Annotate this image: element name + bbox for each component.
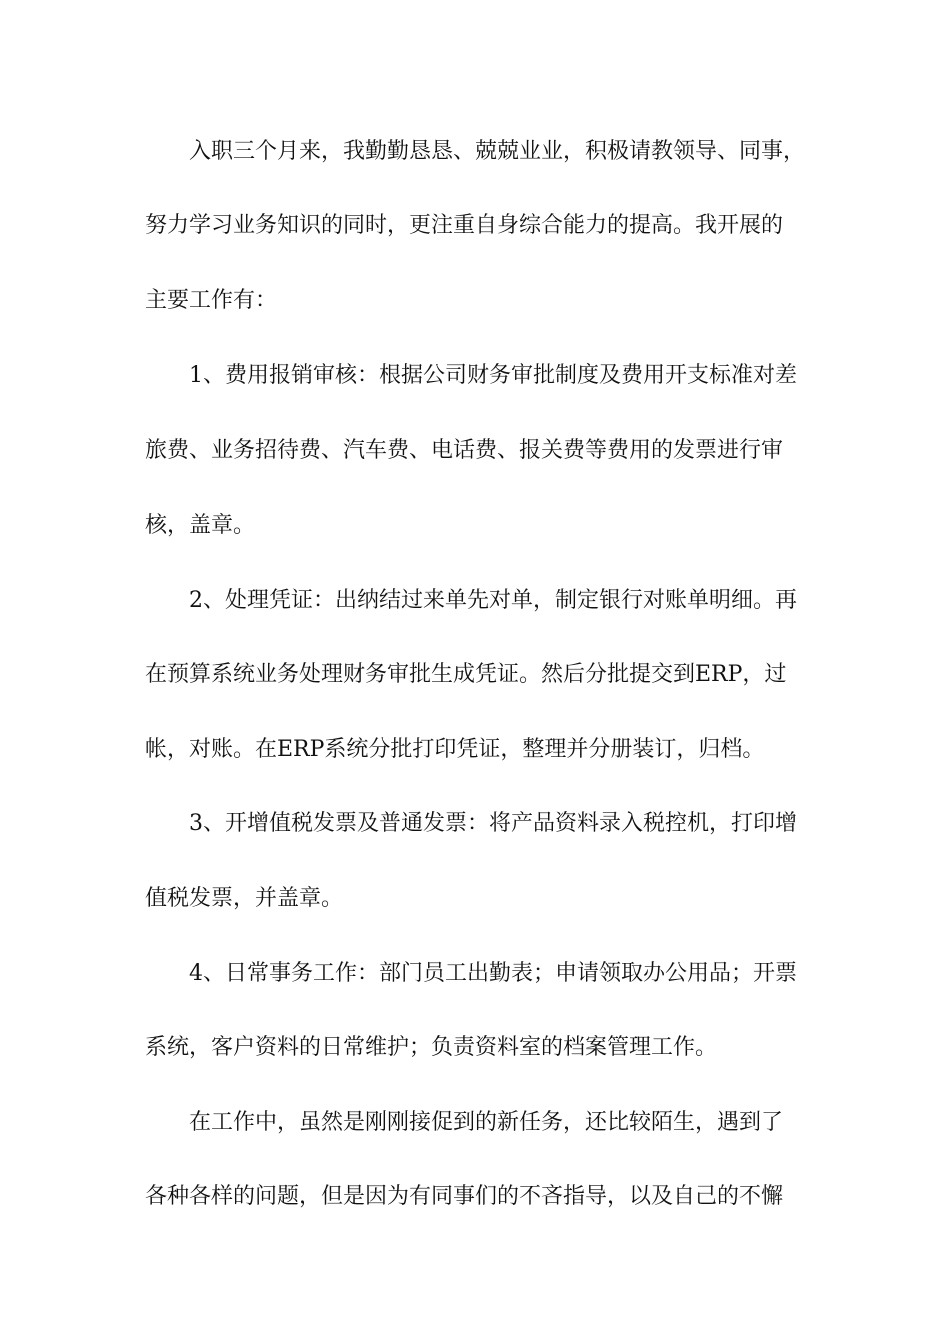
paragraph-3-line-3: 帐，对账。在ERP系统分批打印凭证，整理并分册装订，归档。 [145, 737, 765, 762]
paragraph-3-line-2: 在预算系统业务处理财务审批生成凭证。然后分批提交到ERP，过 [145, 662, 787, 687]
paragraph-6-line-1: 在工作中，虽然是刚刚接促到的新任务，还比较陌生，遇到了 [189, 1110, 784, 1135]
paragraph-4-line-1: 3、开增值税发票及普通发票：将产品资料录入税控机，打印增 [189, 811, 797, 836]
paragraph-2-line-1: 1、费用报销审核：根据公司财务审批制度及费用开支标准对差 [189, 363, 797, 388]
paragraph-5-line-2: 系统，客户资料的日常维护；负责资料室的档案管理工作。 [145, 1035, 718, 1060]
paragraph-3-line-1: 2、处理凭证：出纳结过来单先对单，制定银行对账单明细。再 [189, 588, 797, 613]
paragraph-4-line-2: 值税发票，并盖章。 [145, 886, 344, 911]
paragraph-2-line-3: 核，盖章。 [145, 513, 256, 538]
paragraph-1-line-3: 主要工作有： [145, 288, 278, 313]
paragraph-5-line-1: 4、日常事务工作：部门员工出勤表；申请领取办公用品；开票 [189, 961, 797, 986]
paragraph-2-line-2: 旅费、业务招待费、汽车费、电话费、报关费等费用的发票进行审 [145, 438, 784, 463]
paragraph-6-line-2: 各种各样的问题，但是因为有同事们的不吝指导，以及自己的不懈 [145, 1184, 784, 1209]
paragraph-1-line-2: 努力学习业务知识的同时，更注重自身综合能力的提高。我开展的 [145, 213, 784, 238]
paragraph-1-line-1: 入职三个月来，我勤勤恳恳、兢兢业业，积极请教领导、同事， [189, 139, 806, 164]
